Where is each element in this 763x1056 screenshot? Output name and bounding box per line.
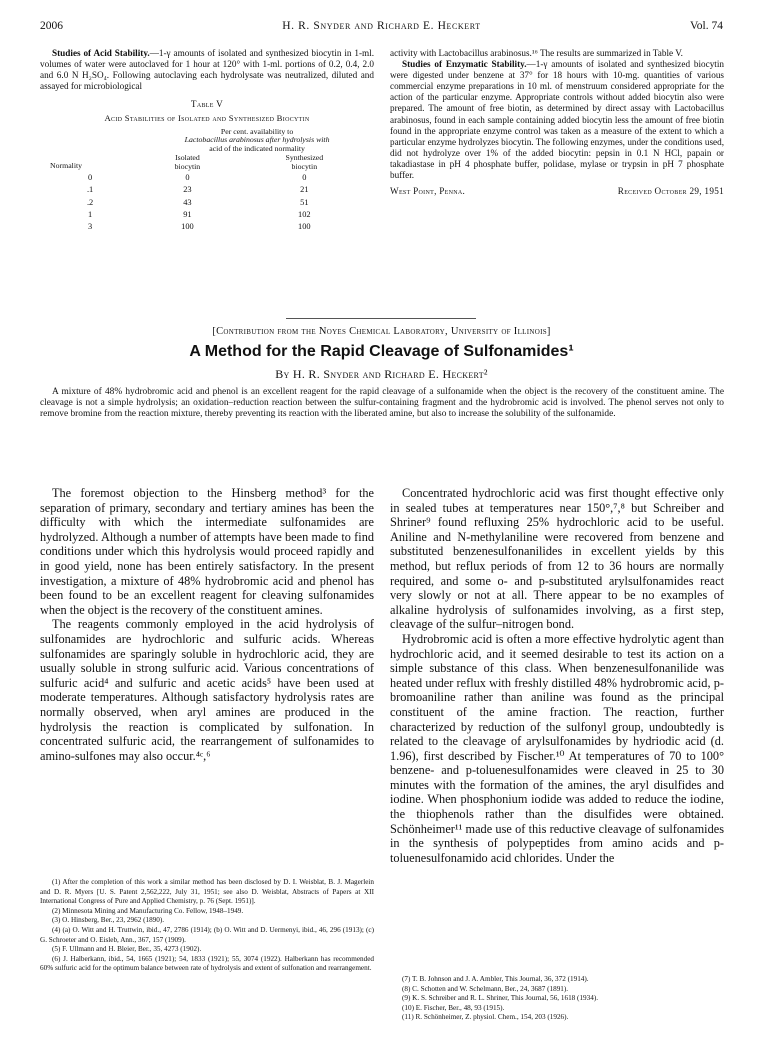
page-number: 2006 — [40, 20, 63, 32]
article-byline: By H. R. Snyder and Richard E. Heckert² — [275, 367, 488, 381]
table-row: 3 100 100 — [88, 222, 311, 232]
table-row: 0 0 0 — [88, 173, 307, 183]
footnote: (2) Minnesota Mining and Manufacturing Co. Fellow, 1948–1949. — [52, 906, 244, 915]
acid-stability-text: —1-γ amounts of isolated and synthesized biocytin in 1-ml. volumes of water were autoclaved for 1 hour at 120° with 1-ml. portions of 0.2, 0.4, 2.0 and 6.0 N H₂SO₄. Following autoclaving each hydrolysate was neutralized, diluted and assayed for microbiological — [40, 48, 374, 92]
received-line — [390, 186, 724, 198]
table-group-header: Per cent. availability to Lactobacillus arabinosus after hydrolysis with acid of the indicated normality — [184, 126, 330, 154]
enzymatic-stability-paragraph — [390, 59, 724, 181]
footnote: (7) T. B. Johnson and J. A. Ambler, This Journal, 36, 372 (1914). — [402, 975, 589, 983]
footnote: (4) (a) O. Witt and H. Truttwin, ibid., 47, 2786 (1914); (b) O. Witt and D. Uermenyi, ibid., 46, 296 (1913); (c) G. Schroeter and O. Eisleb, Ann., 367, 157 (1909). — [40, 925, 374, 944]
abstract — [40, 387, 724, 420]
col-header-normality: Normality — [50, 161, 83, 171]
footnotes-left — [40, 878, 374, 974]
footnote: (11) R. Schönheimer, Z. physiol. Chem., 154, 203 (1926). — [402, 1013, 569, 1022]
table-row: 1 91 102 — [88, 210, 311, 220]
enzymatic-stability-heading: Studies of Enzymatic Stability. — [402, 59, 527, 70]
article-title: A Method for the Rapid Cleavage of Sulfonamides¹ — [189, 343, 574, 360]
footnote: (1) After the completion of this work a similar method has been disclosed by D. I. Weisblat, B. J. Magerlein and D. R. Myers [U. S. Patent 2,562,222, July 31, 1951; see also D. Weisblat, Abstracts of Papers at XII International Congress of Pure and Applied Chemistry, p. 76 (Sept. 1951)]. — [40, 878, 374, 906]
biocytin-continuation: activity with Lactobacillus arabinosus.¹⁶ The results are summarized in Table V. — [390, 48, 683, 58]
article-separator — [286, 318, 476, 319]
table-row: .2 43 51 — [86, 197, 309, 207]
running-authors: H. R. Snyder and Richard E. Heckert — [282, 20, 481, 32]
contribution-line: [Contribution from the Noyes Chemical Laboratory, University of Illinois] — [212, 326, 551, 337]
footnote: (9) K. S. Schreiber and R. L. Shriner, This Journal, 56, 1618 (1934). — [402, 994, 599, 1003]
table-row: .1 23 21 — [86, 185, 309, 195]
body-right-column — [390, 486, 724, 865]
footnote: (3) O. Hinsberg, Ber., 23, 2962 (1890). — [52, 916, 165, 925]
body-paragraph: Concentrated hydrochloric acid was first thought effective only in sealed tubes at temperatures near 150°,⁷,⁸ but Schreiber and Shriner⁹ found refluxing 25% hydrochloric acid to be useful. Aniline and N-methylaniline were recovered from benzene and substituted benzenesulfonanilides in excellent yields by this method, but reflux periods of from 12 to 36 hours are normally required, and some o- and p-substituted arylsulfonamides react very slowly or not at all. There appear to be no examples of alkaline hydrolysis of sulfonamides involving, as a first step, cleavage of the sulfur–nitrogen bond. — [390, 486, 724, 632]
col-header-synthesized: Synthesized biocytin — [285, 152, 324, 171]
top-left-column — [40, 48, 374, 233]
received-date: Received October 29, 1951 — [617, 186, 724, 197]
footnote: (5) F. Ullmann and H. Bleier, Ber., 35, 4273 (1902). — [52, 945, 202, 954]
acid-stability-heading: Studies of Acid Stability. — [52, 48, 150, 58]
footnote: (10) E. Fischer, Ber., 48, 93 (1915). — [402, 1003, 505, 1012]
table-title: Acid Stabilities of Isolated and Synthesized Biocytin — [104, 113, 310, 124]
body-paragraph: The reagents commonly employed in the acid hydrolysis of sulfonamides are hydrochloric and sulfuric acids. Whereas sulfonamides are sparingly soluble in hydrochloric acid, they are usually soluble in strong sulfuric acid. Various concentrations of sulfuric acid⁴ and sulfuric and acetic acids⁵ have been used at moderate temperatures. Although satisfactory hydrolysis rates are normally observed, when aryl amines are produced in the hydrolysis the reaction is complicated by sulfonation. In concentrated sulfuric acid, the rearrangement of sulfonamides to amino-sulfones may also occur.⁴ᶜ,⁶ — [40, 617, 374, 763]
acid-stability-table — [40, 128, 374, 233]
body-paragraph: The foremost objection to the Hinsberg method³ for the separation of primary, secondary and tertiary amines has been the difficulty with which the intermediate sulfonamides are hydrolyzed. Although a number of attempts have been made to find conditions under which this hydrolysis would proceed rapidly and in good yield, none has been entirely satisfactory. In the present investigation, a mixture of 48% hydrobromic acid and phenol has been found to be an excellent reagent for cleaving sulfonamides when the object is the recovery of the constituent amines. — [40, 486, 374, 617]
body-paragraph: Hydrobromic acid is often a more effective hydrolytic agent than hydrochloric acid, and it seemed desirable to test its action on a simple substance of this class. When benzenesulfonanilide was heated under reflux with freshly distilled 48% hydrobromic acid, p-bromoaniline rather than aniline was found as the principal constituent of the amine fraction. The reaction, further characterized by reduction of the sulfonyl group, undoubtedly is related to the cleavage of arylsulfonamides by hydriodic acid (d. 1.96), first described by Fischer.¹⁰ At temperatures of 70 to 100° benzene- and p-toluenesulfonamides were cleaved in 25 to 30 minutes with the formation of the amines, the aryl disulfides and iodine. When phosphonium iodide was added to reduce the iodine, the thiophenols rather than the disulfides were obtained. Schönheimer¹¹ made use of this reductive cleavage of sulfonamides in the synthesis of polypeptides from amino acids and p-toluenesulfonamido acid chlorides. Under the — [390, 631, 724, 865]
top-right-column — [390, 48, 724, 198]
footnote: (6) J. Halberkann, ibid., 54, 1665 (1921); 54, 1833 (1921); 55, 3074 (1922). Halberkann has recommended 60% sulfuric acid for the optimum balance between rate of hydrolysis and extent of sulfonation and rearrangement. — [40, 954, 374, 973]
place: West Point, Penna. — [390, 186, 466, 197]
body-left-column — [40, 486, 374, 763]
footnote: (8) C. Schotten and W. Schelmann, Ber., 24, 3687 (1891). — [402, 984, 569, 993]
enzymatic-stability-text: —1-γ amounts of isolated and synthesized biocytin were digested under benzene at 37° for 18 hours with 10-mg. quantities of various commercial enzyme preparations in 10 ml. of menstruum considered appropriate for the action of the particular enzyme. Appropriate controls without added biocytin also were prepared. The amount of free biotin, as determined by direct assay with Lactobacillus arabinosus, found in each sample containing added biocytin less the amount of free biotin found in the appropriate enzyme control was taken as a measure of the extent to which a particular enzyme hydrolyzes biocytin. The following enzymes, under the conditions used, did not hydrolyze over 1% of the added biocytin: pepsin in 0.1 N HCl, papain or takadiastase in pH 4 phosphate buffer, polidase, mylase or trypsin in pH 7 phosphate buffer. — [390, 59, 724, 181]
col-header-isolated: Isolated biocytin — [174, 152, 201, 171]
footnotes-right — [390, 975, 724, 1023]
table-label: Table V — [190, 99, 224, 110]
volume-number: Vol. 74 — [689, 20, 723, 32]
abstract-text: A mixture of 48% hydrobromic acid and phenol is an excellent reagent for the rapid cleavage of a sulfonamide when the object is the recovery of the constituent amine. The cleavage is not a simple hydrolysis; an oxidation–reduction reaction between the sulfur-containing fragment and the hydrobromic acid is involved. The phenol serves not only to remove bromine from the reaction mixture, thereby preventing its reaction with the liberated amine, but also to increase the solubility of the sulfonamide. — [40, 387, 724, 419]
acid-stability-paragraph — [40, 48, 374, 92]
running-header — [40, 20, 723, 34]
